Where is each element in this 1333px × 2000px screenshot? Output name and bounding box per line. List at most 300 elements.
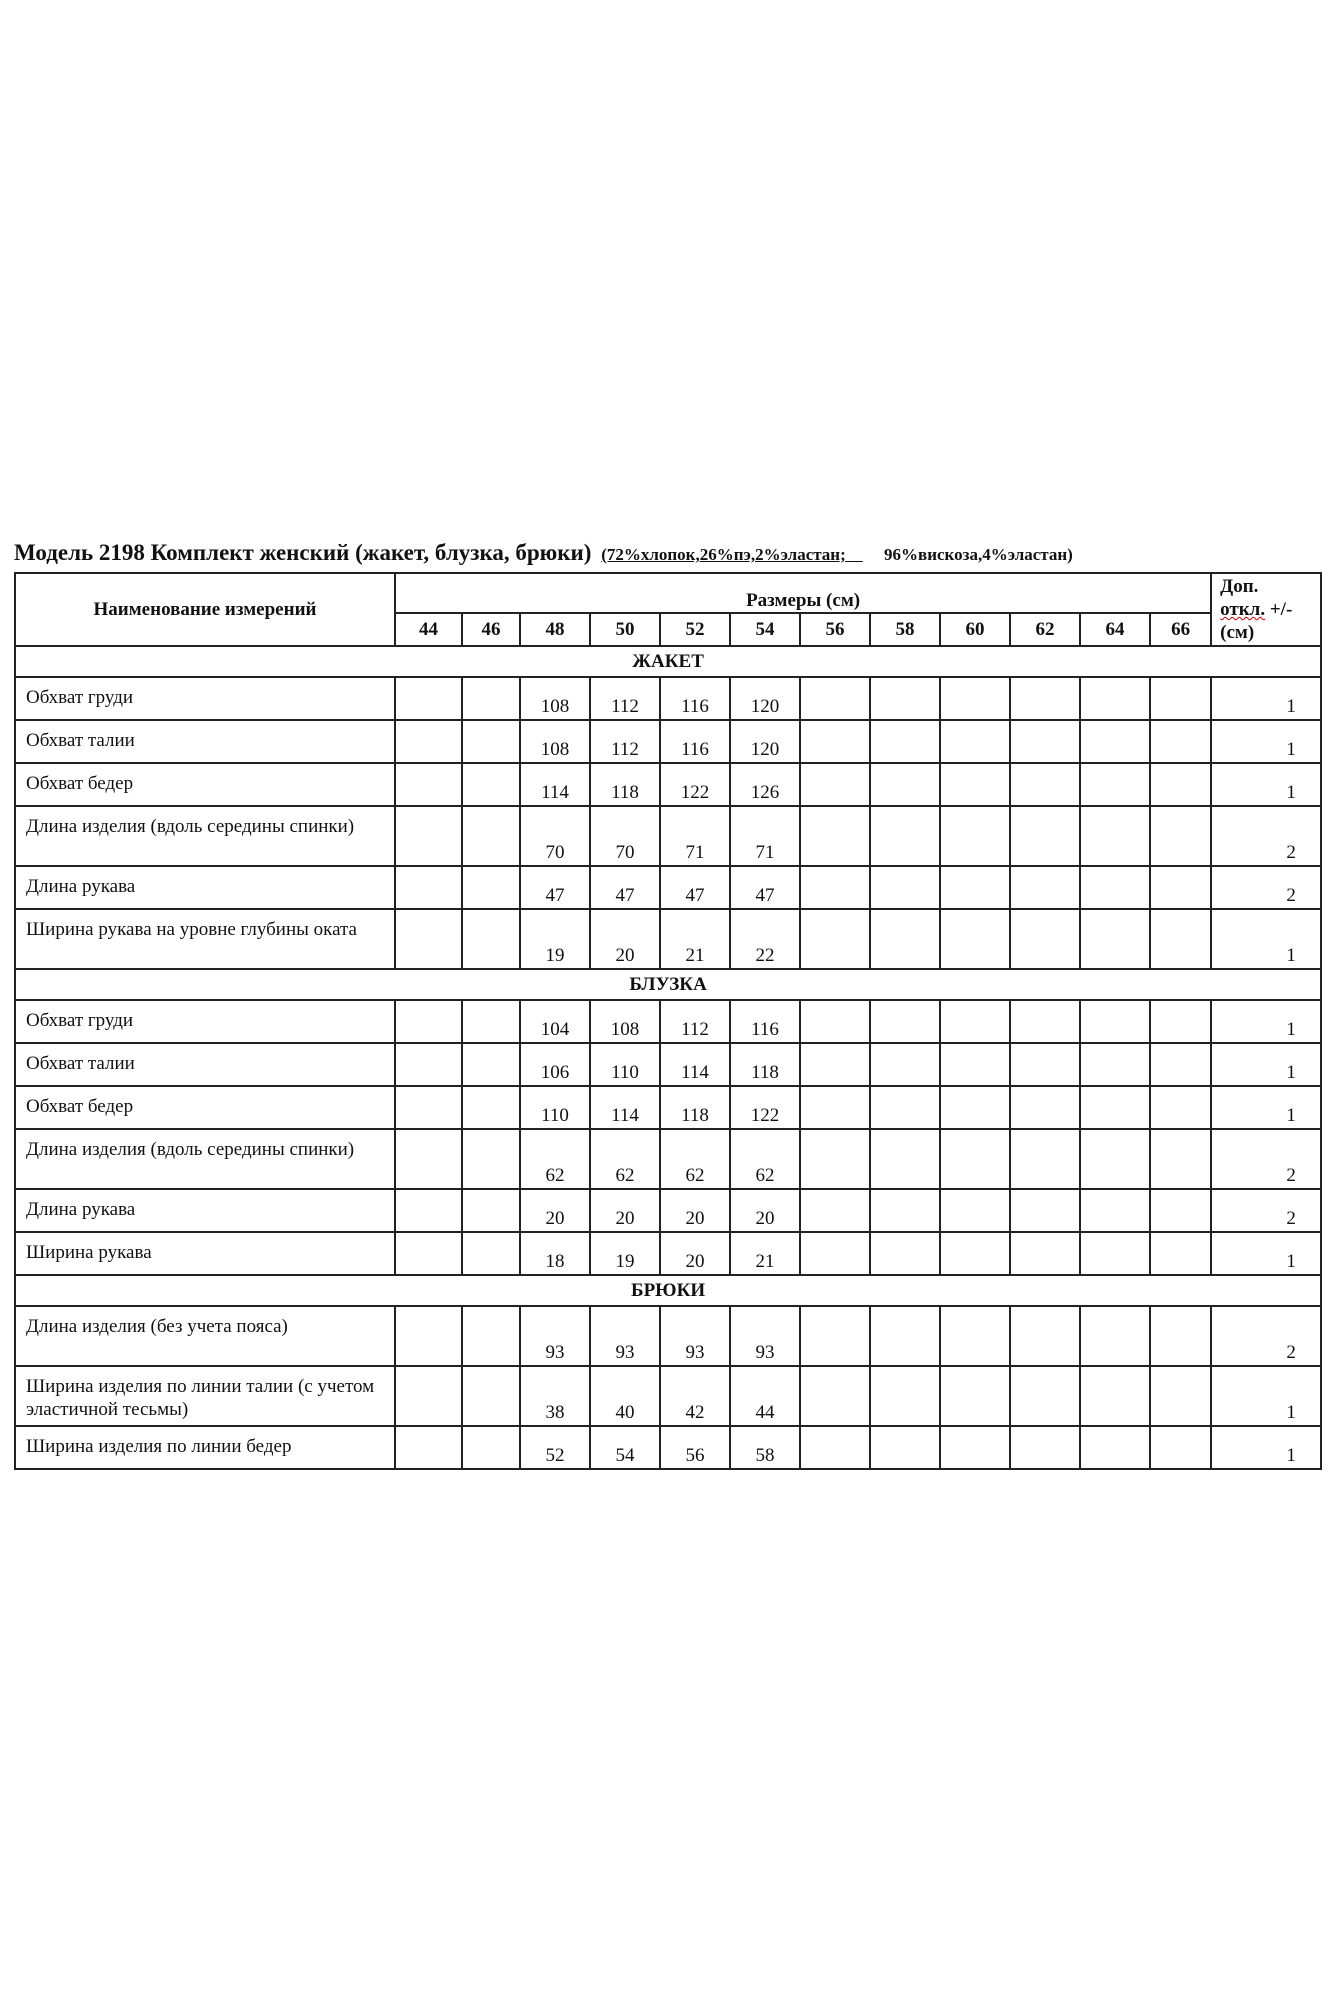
- size-value-cell: [730, 763, 800, 806]
- tolerance-cell: [1211, 1189, 1321, 1232]
- size-value-cell: [730, 720, 800, 763]
- measurement-name: Ширина рукава на уровне глубины оката: [15, 909, 395, 969]
- size-value-cell: [520, 1232, 590, 1275]
- size-value-cell: [940, 1232, 1010, 1275]
- size-value-cell: [800, 866, 870, 909]
- size-value-cell: [730, 677, 800, 720]
- size-value-cell: [870, 1426, 940, 1469]
- size-value: 62: [545, 1165, 565, 1186]
- size-value-cell: [730, 1189, 800, 1232]
- size-value: 20: [615, 945, 635, 966]
- composition-blouse: 96%вискоза,4%эластан): [884, 545, 1073, 564]
- size-value-cell: [590, 1366, 660, 1426]
- size-value-cell: [800, 806, 870, 866]
- size-value: 108: [540, 696, 570, 717]
- size-value-cell: [520, 806, 590, 866]
- size-value-cell: [520, 1306, 590, 1366]
- size-value: 47: [545, 885, 565, 906]
- size-value: 20: [545, 1208, 565, 1229]
- size-value-cell: [800, 1086, 870, 1129]
- table-row: [15, 1086, 1321, 1129]
- size-value-cell: [395, 1086, 462, 1129]
- measurement-name: Длина изделия (вдоль середины спинки): [15, 1129, 395, 1189]
- size-header-60: 60: [940, 613, 1010, 646]
- size-value: 18: [545, 1251, 565, 1272]
- size-value: 93: [545, 1342, 565, 1363]
- size-value: 47: [755, 885, 775, 906]
- size-value: 62: [685, 1165, 705, 1186]
- size-value-cell: [660, 1366, 730, 1426]
- tolerance-cell: [1211, 1366, 1321, 1426]
- tolerance-value: 2: [1286, 1165, 1296, 1186]
- table-row: [15, 866, 1321, 909]
- size-value-cell: [1080, 1366, 1150, 1426]
- size-value-cell: [660, 806, 730, 866]
- size-value-cell: [800, 1306, 870, 1366]
- tolerance-cell: [1211, 763, 1321, 806]
- size-value-cell: [462, 1306, 520, 1366]
- size-value: 114: [541, 782, 569, 803]
- size-value-cell: [940, 1129, 1010, 1189]
- size-value-cell: [395, 1426, 462, 1469]
- tolerance-value: 1: [1286, 782, 1296, 803]
- size-value-cell: [1080, 909, 1150, 969]
- size-value-cell: [395, 1129, 462, 1189]
- size-value: 21: [755, 1251, 775, 1272]
- size-value-cell: [1150, 1189, 1211, 1232]
- size-value-cell: [870, 806, 940, 866]
- size-value: 20: [685, 1251, 705, 1272]
- model-title: Модель 2198 Комплект женский (жакет, блузка, брюки): [14, 540, 592, 565]
- size-value: 112: [611, 739, 639, 760]
- size-value-cell: [940, 720, 1010, 763]
- size-value-cell: [590, 1086, 660, 1129]
- size-value-cell: [870, 1129, 940, 1189]
- size-value-cell: [1150, 763, 1211, 806]
- size-value-cell: [590, 866, 660, 909]
- size-value: 70: [615, 842, 635, 863]
- size-value: 70: [545, 842, 565, 863]
- size-value-cell: [590, 763, 660, 806]
- size-value-cell: [462, 909, 520, 969]
- tolerance-value: 1: [1286, 1402, 1296, 1423]
- size-value-cell: [1010, 1129, 1080, 1189]
- tolerance-cell: [1211, 1306, 1321, 1366]
- size-value: 40: [615, 1402, 635, 1423]
- size-value: 118: [611, 782, 639, 803]
- size-value-cell: [395, 677, 462, 720]
- size-value-cell: [730, 1043, 800, 1086]
- measurement-name: Длина рукава: [15, 1189, 395, 1232]
- size-value-cell: [1010, 1189, 1080, 1232]
- size-value-cell: [940, 1000, 1010, 1043]
- size-value-cell: [1150, 1306, 1211, 1366]
- tolerance-value: 2: [1286, 1342, 1296, 1363]
- size-value: 116: [681, 696, 709, 717]
- size-value: 114: [611, 1105, 639, 1126]
- document-title: [14, 538, 1320, 568]
- size-value-cell: [730, 1000, 800, 1043]
- size-value-cell: [395, 1043, 462, 1086]
- section-title: ЖАКЕТ: [15, 646, 1321, 677]
- table-row: [15, 1129, 1321, 1189]
- size-value-cell: [1010, 1232, 1080, 1275]
- size-value: 19: [545, 945, 565, 966]
- size-value-cell: [870, 1306, 940, 1366]
- size-value-cell: [1150, 909, 1211, 969]
- size-value-cell: [590, 1232, 660, 1275]
- size-value-cell: [1080, 763, 1150, 806]
- size-header-56: 56: [800, 613, 870, 646]
- tolerance-value: 1: [1286, 1251, 1296, 1272]
- size-value-cell: [870, 866, 940, 909]
- size-value-cell: [870, 1189, 940, 1232]
- section-title: БЛУЗКА: [15, 969, 1321, 1000]
- size-value-cell: [395, 1000, 462, 1043]
- measurement-name: Ширина изделия по линии талии (с учетом эластичной тесьмы): [15, 1366, 395, 1426]
- size-value: 110: [541, 1105, 569, 1126]
- size-value-cell: [395, 806, 462, 866]
- tolerance-value: 1: [1286, 696, 1296, 717]
- size-value: 71: [755, 842, 775, 863]
- measurements-table: [14, 572, 1322, 1470]
- size-value-cell: [730, 1086, 800, 1129]
- size-value-cell: [940, 806, 1010, 866]
- size-value-cell: [1080, 1000, 1150, 1043]
- size-value: 19: [615, 1251, 635, 1272]
- size-value: 114: [681, 1062, 709, 1083]
- size-value-cell: [462, 1086, 520, 1129]
- size-value-cell: [660, 1043, 730, 1086]
- size-value: 42: [685, 1402, 705, 1423]
- size-value-cell: [870, 1232, 940, 1275]
- size-value-cell: [870, 720, 940, 763]
- size-value: 22: [755, 945, 775, 966]
- size-value: 93: [755, 1342, 775, 1363]
- section-title: БРЮКИ: [15, 1275, 1321, 1306]
- size-header-62: 62: [1010, 613, 1080, 646]
- table-row: [15, 677, 1321, 720]
- tolerance-cell: [1211, 909, 1321, 969]
- size-value-cell: [870, 1043, 940, 1086]
- size-value: 47: [685, 885, 705, 906]
- size-value-cell: [730, 866, 800, 909]
- tolerance-header: Доп. откл. +/- (см): [1211, 573, 1321, 646]
- table-row: [15, 763, 1321, 806]
- size-value-cell: [660, 720, 730, 763]
- size-value-cell: [520, 1366, 590, 1426]
- size-value-cell: [730, 1426, 800, 1469]
- size-value-cell: [940, 909, 1010, 969]
- size-value: 54: [615, 1445, 635, 1466]
- size-value-cell: [1010, 1426, 1080, 1469]
- size-value-cell: [520, 1426, 590, 1469]
- size-value-cell: [1010, 677, 1080, 720]
- tolerance-value: 2: [1286, 885, 1296, 906]
- size-value-cell: [1010, 1306, 1080, 1366]
- size-value-cell: [1080, 1232, 1150, 1275]
- size-value: 21: [685, 945, 705, 966]
- size-value-cell: [1150, 1086, 1211, 1129]
- tolerance-value: 1: [1286, 1445, 1296, 1466]
- size-header-58: 58: [870, 613, 940, 646]
- size-header-44: 44: [395, 613, 462, 646]
- size-value: 93: [685, 1342, 705, 1363]
- size-value: 20: [615, 1208, 635, 1229]
- size-value-cell: [870, 677, 940, 720]
- size-value-cell: [395, 1232, 462, 1275]
- size-value-cell: [590, 1129, 660, 1189]
- size-value-cell: [660, 909, 730, 969]
- size-value-cell: [730, 1129, 800, 1189]
- size-value-cell: [462, 1232, 520, 1275]
- size-value-cell: [590, 720, 660, 763]
- size-value-cell: [520, 677, 590, 720]
- size-header-52: 52: [660, 613, 730, 646]
- composition-jacket: (72%хлопок,26%пэ,2%эластан;: [601, 545, 846, 564]
- size-value: 93: [615, 1342, 635, 1363]
- size-value-cell: [940, 866, 1010, 909]
- size-value-cell: [395, 1366, 462, 1426]
- size-value: 112: [611, 696, 639, 717]
- size-value-cell: [800, 1232, 870, 1275]
- size-value: 122: [750, 1105, 780, 1126]
- size-value: 20: [755, 1208, 775, 1229]
- size-value-cell: [730, 909, 800, 969]
- size-value-cell: [730, 1232, 800, 1275]
- measurement-name: Длина изделия (без учета пояса): [15, 1306, 395, 1366]
- size-value-cell: [800, 1189, 870, 1232]
- size-value: 108: [540, 739, 570, 760]
- size-value-cell: [1150, 806, 1211, 866]
- size-value-cell: [660, 763, 730, 806]
- size-header-48: 48: [520, 613, 590, 646]
- table-row: [15, 1426, 1321, 1469]
- size-value-cell: [940, 1426, 1010, 1469]
- size-value-cell: [590, 909, 660, 969]
- size-value-cell: [940, 763, 1010, 806]
- size-value-cell: [800, 1366, 870, 1426]
- size-value: 106: [540, 1062, 570, 1083]
- measurement-name-header: Наименование измерений: [15, 573, 395, 646]
- size-value-cell: [1150, 720, 1211, 763]
- size-value-cell: [1150, 1366, 1211, 1426]
- size-value-cell: [462, 1000, 520, 1043]
- size-value: 116: [681, 739, 709, 760]
- size-value-cell: [1010, 909, 1080, 969]
- size-chart-document: [14, 538, 1320, 1470]
- size-value-cell: [462, 720, 520, 763]
- size-value-cell: [590, 1426, 660, 1469]
- measurement-name: Обхват груди: [15, 1000, 395, 1043]
- size-value-cell: [1150, 1043, 1211, 1086]
- size-value-cell: [800, 1129, 870, 1189]
- size-value-cell: [940, 1043, 1010, 1086]
- size-value-cell: [800, 720, 870, 763]
- size-value: 20: [685, 1208, 705, 1229]
- size-value-cell: [395, 1189, 462, 1232]
- size-value: 58: [755, 1445, 775, 1466]
- size-value-cell: [1010, 720, 1080, 763]
- size-value: 120: [750, 739, 780, 760]
- size-value-cell: [1080, 866, 1150, 909]
- size-value: 71: [685, 842, 705, 863]
- size-value: 126: [750, 782, 780, 803]
- size-value-cell: [800, 677, 870, 720]
- size-value-cell: [800, 1043, 870, 1086]
- size-value: 116: [751, 1019, 779, 1040]
- tolerance-cell: [1211, 1043, 1321, 1086]
- tolerance-value: 1: [1286, 1019, 1296, 1040]
- size-value-cell: [590, 806, 660, 866]
- table-body: [15, 646, 1321, 1469]
- size-value-cell: [800, 1000, 870, 1043]
- measurement-name: Обхват груди: [15, 677, 395, 720]
- size-value-cell: [590, 1306, 660, 1366]
- size-value-cell: [660, 1129, 730, 1189]
- size-value-cell: [800, 909, 870, 969]
- tolerance-cell: [1211, 1086, 1321, 1129]
- size-value-cell: [520, 720, 590, 763]
- tolerance-value: 1: [1286, 945, 1296, 966]
- tolerance-cell: [1211, 1232, 1321, 1275]
- table-row: [15, 1366, 1321, 1426]
- size-value-cell: [462, 1426, 520, 1469]
- measurement-name: Обхват бедер: [15, 1086, 395, 1129]
- size-value-cell: [1010, 866, 1080, 909]
- size-value-cell: [395, 720, 462, 763]
- table-row: [15, 1232, 1321, 1275]
- tolerance-value: 2: [1286, 842, 1296, 863]
- size-value-cell: [395, 1306, 462, 1366]
- measurement-name: Длина рукава: [15, 866, 395, 909]
- size-value-cell: [660, 1086, 730, 1129]
- measurement-name: Ширина рукава: [15, 1232, 395, 1275]
- size-header-66: 66: [1150, 613, 1211, 646]
- size-value-cell: [520, 1189, 590, 1232]
- tolerance-cell: [1211, 720, 1321, 763]
- size-value-cell: [1080, 1043, 1150, 1086]
- size-value-cell: [1080, 1306, 1150, 1366]
- size-value-cell: [520, 909, 590, 969]
- size-value-cell: [940, 1306, 1010, 1366]
- size-value-cell: [1010, 1366, 1080, 1426]
- size-value-cell: [730, 1366, 800, 1426]
- size-value-cell: [395, 763, 462, 806]
- size-value-cell: [462, 1129, 520, 1189]
- size-header-46: 46: [462, 613, 520, 646]
- tolerance-cell: [1211, 1000, 1321, 1043]
- size-value-cell: [730, 806, 800, 866]
- measurement-name: Ширина изделия по линии бедер: [15, 1426, 395, 1469]
- size-value-cell: [1150, 1129, 1211, 1189]
- tolerance-value: 1: [1286, 739, 1296, 760]
- size-header-50: 50: [590, 613, 660, 646]
- section-row: [15, 646, 1321, 677]
- size-value-cell: [1010, 1043, 1080, 1086]
- size-value-cell: [660, 1000, 730, 1043]
- size-value-cell: [1080, 806, 1150, 866]
- size-value-cell: [520, 1043, 590, 1086]
- size-value: 110: [611, 1062, 639, 1083]
- size-value-cell: [462, 677, 520, 720]
- size-value: 44: [755, 1402, 775, 1423]
- tolerance-abbr: откл.: [1220, 599, 1266, 620]
- tolerance-cell: [1211, 1426, 1321, 1469]
- tolerance-cell: [1211, 677, 1321, 720]
- size-value-cell: [940, 1086, 1010, 1129]
- table-row: [15, 806, 1321, 866]
- size-value-cell: [462, 866, 520, 909]
- size-value-cell: [870, 1086, 940, 1129]
- size-value: 62: [755, 1165, 775, 1186]
- size-value-cell: [870, 1000, 940, 1043]
- fabric-composition: [601, 545, 1073, 564]
- size-value-cell: [1010, 1086, 1080, 1129]
- table-row: [15, 909, 1321, 969]
- size-value-cell: [1150, 1232, 1211, 1275]
- section-row: [15, 1275, 1321, 1306]
- table-row: [15, 720, 1321, 763]
- size-value-cell: [520, 1086, 590, 1129]
- size-value: 52: [545, 1445, 565, 1466]
- tolerance-cell: [1211, 806, 1321, 866]
- size-value-cell: [660, 1232, 730, 1275]
- size-value-cell: [590, 1000, 660, 1043]
- size-value-cell: [1080, 677, 1150, 720]
- size-value: 118: [681, 1105, 709, 1126]
- section-row: [15, 969, 1321, 1000]
- size-value-cell: [395, 866, 462, 909]
- size-value-cell: [520, 866, 590, 909]
- size-value-cell: [1010, 763, 1080, 806]
- size-value-cell: [462, 1366, 520, 1426]
- size-value-cell: [1080, 1189, 1150, 1232]
- size-value: 104: [540, 1019, 570, 1040]
- size-value-cell: [520, 763, 590, 806]
- size-value-cell: [660, 677, 730, 720]
- size-value-cell: [870, 763, 940, 806]
- measurement-name: Обхват бедер: [15, 763, 395, 806]
- size-value-cell: [800, 763, 870, 806]
- size-value-cell: [395, 909, 462, 969]
- size-value-cell: [660, 1306, 730, 1366]
- size-value-cell: [940, 677, 1010, 720]
- table-header: [15, 573, 1321, 646]
- size-value-cell: [520, 1129, 590, 1189]
- size-value: 62: [615, 1165, 635, 1186]
- tolerance-cell: [1211, 1129, 1321, 1189]
- size-value-cell: [800, 1426, 870, 1469]
- measurement-name: Длина изделия (вдоль середины спинки): [15, 806, 395, 866]
- size-value-cell: [1080, 1426, 1150, 1469]
- table-row: [15, 1000, 1321, 1043]
- size-value-cell: [1080, 720, 1150, 763]
- size-value-cell: [1010, 806, 1080, 866]
- size-value-cell: [940, 1366, 1010, 1426]
- measurement-name: Обхват талии: [15, 720, 395, 763]
- size-value: 120: [750, 696, 780, 717]
- size-value: 108: [610, 1019, 640, 1040]
- sizes-header: Размеры (см): [395, 573, 1211, 613]
- size-value: 56: [685, 1445, 705, 1466]
- size-value-cell: [1010, 1000, 1080, 1043]
- size-value-cell: [1080, 1129, 1150, 1189]
- size-value-cell: [660, 1189, 730, 1232]
- tolerance-value: 1: [1286, 1105, 1296, 1126]
- table-row: [15, 1189, 1321, 1232]
- size-header-54: 54: [730, 613, 800, 646]
